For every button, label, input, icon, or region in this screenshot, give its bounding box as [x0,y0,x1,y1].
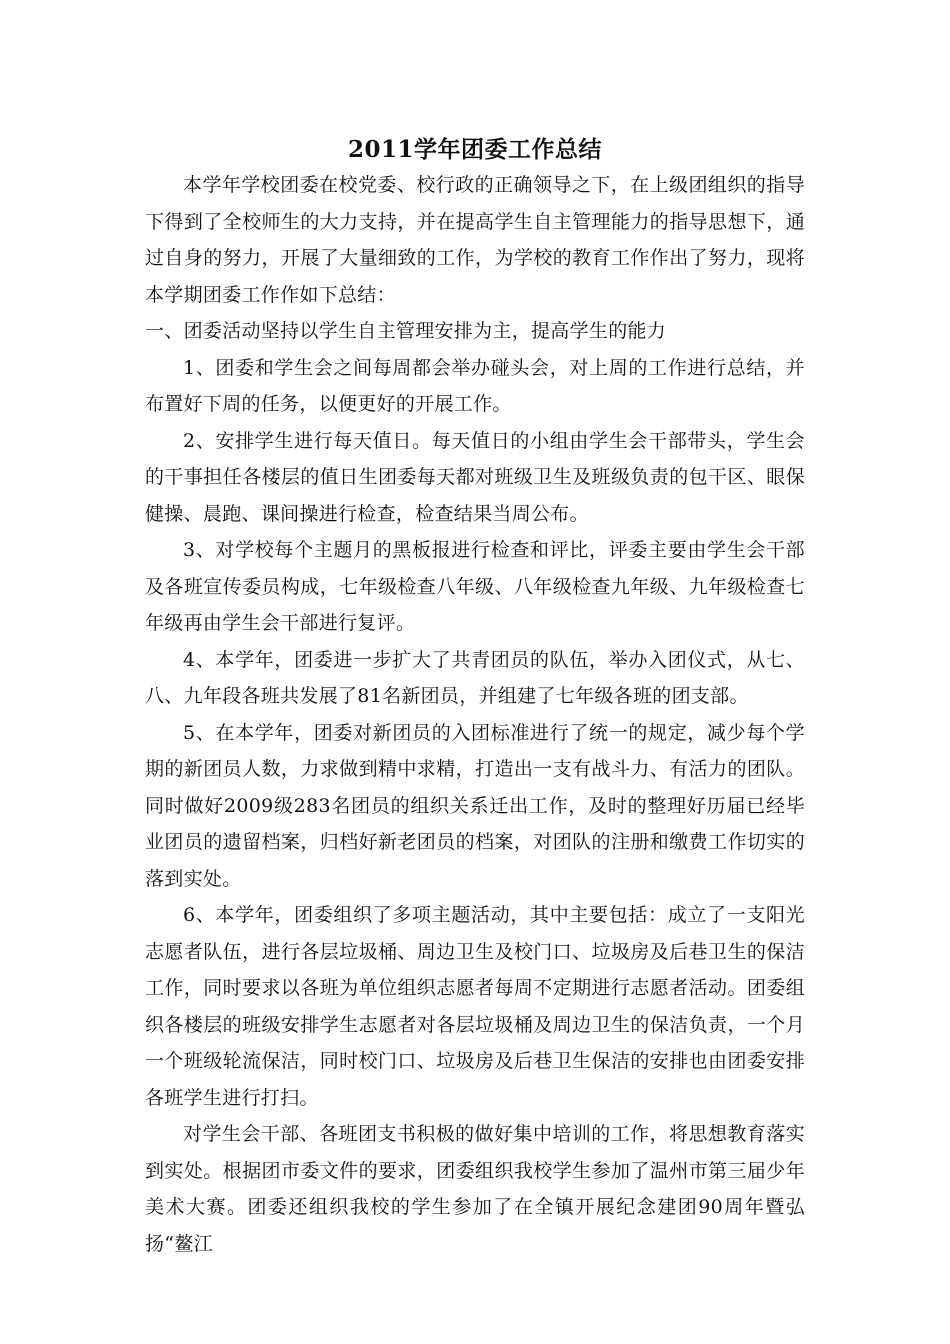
list-item: 6、本学年，团委组织了多项主题活动，其中主要包括：成立了一支阳光志愿者队伍，进行各层垃圾桶、周边卫生及校门口、垃圾房及后巷卫生的保洁工作，同时要求以各班为单位组织志愿者每周不定期进行志愿者活动。团委组织各楼层的班级安排学生志愿者对各层垃圾桶及周边卫生的保洁负责，一个月一个班级轮流保洁，同时校门口、垃圾房及后巷卫生保洁的安排也由团委安排各班学生进行打扫。 [145,904,805,1109]
section-heading: 一、团委活动坚持以学生自主管理安排为主，提高学生的能力 [145,320,667,342]
list-item: 1、团委和学生会之间每周都会举办碰头会，对上周的工作进行总结，并布置好下周的任务，以便更好的开展工作。 [145,356,805,415]
closing-paragraph: 对学生会干部、各班团支书积极的做好集中培训的工作，将思想教育落实到实处。根据团市委文件的要求，团委组织我校学生参加了温州市第三届少年美术大赛。团委还组织我校的学生参加了在全镇开展纪念建团90周年暨弘扬“鳌江 [145,1123,805,1255]
list-item: 4、本学年，团委进一步扩大了共青团员的队伍，举办入团仪式，从七、八、九年段各班共发展了81名新团员，并组建了七年级各班的团支部。 [145,648,805,707]
list-item: 3、对学校每个主题月的黑板报进行检查和评比，评委主要由学生会干部及各班宣传委员构成，七年级检查八年级、八年级检查九年级、九年级检查七年级再由学生会干部进行复评。 [145,539,805,634]
intro-paragraph: 本学年学校团委在校党委、校行政的正确领导之下，在上级团组织的指导下得到了全校师生的大力支持，并在提高学生自主管理能力的指导思想下，通过自身的努力，开展了大量细致的工作，为学校的教育工作作出了努力，现将本学期团委工作作如下总结： [145,174,805,306]
document-body [145,130,805,1262]
document-title: 2011学年团委工作总结 [347,136,602,163]
list-item: 5、在本学年，团委对新团员的入团标准进行了统一的规定，减少每个学期的新团员人数，力求做到精中求精，打造出一支有战斗力、有活力的团队。同时做好2009级283名团员的组织关系迁出工作，及时的整理好历届已经毕业团员的遗留档案，归档好新老团员的档案，对团队的注册和缴费工作切实的落到实处。 [145,721,805,890]
list-item: 2、安排学生进行每天值日。每天值日的小组由学生会干部带头，学生会的干事担任各楼层的值日生团委每天都对班级卫生及班级负责的包干区、眼保健操、晨跑、课间操进行检查，检查结果当周公布。 [145,429,805,525]
